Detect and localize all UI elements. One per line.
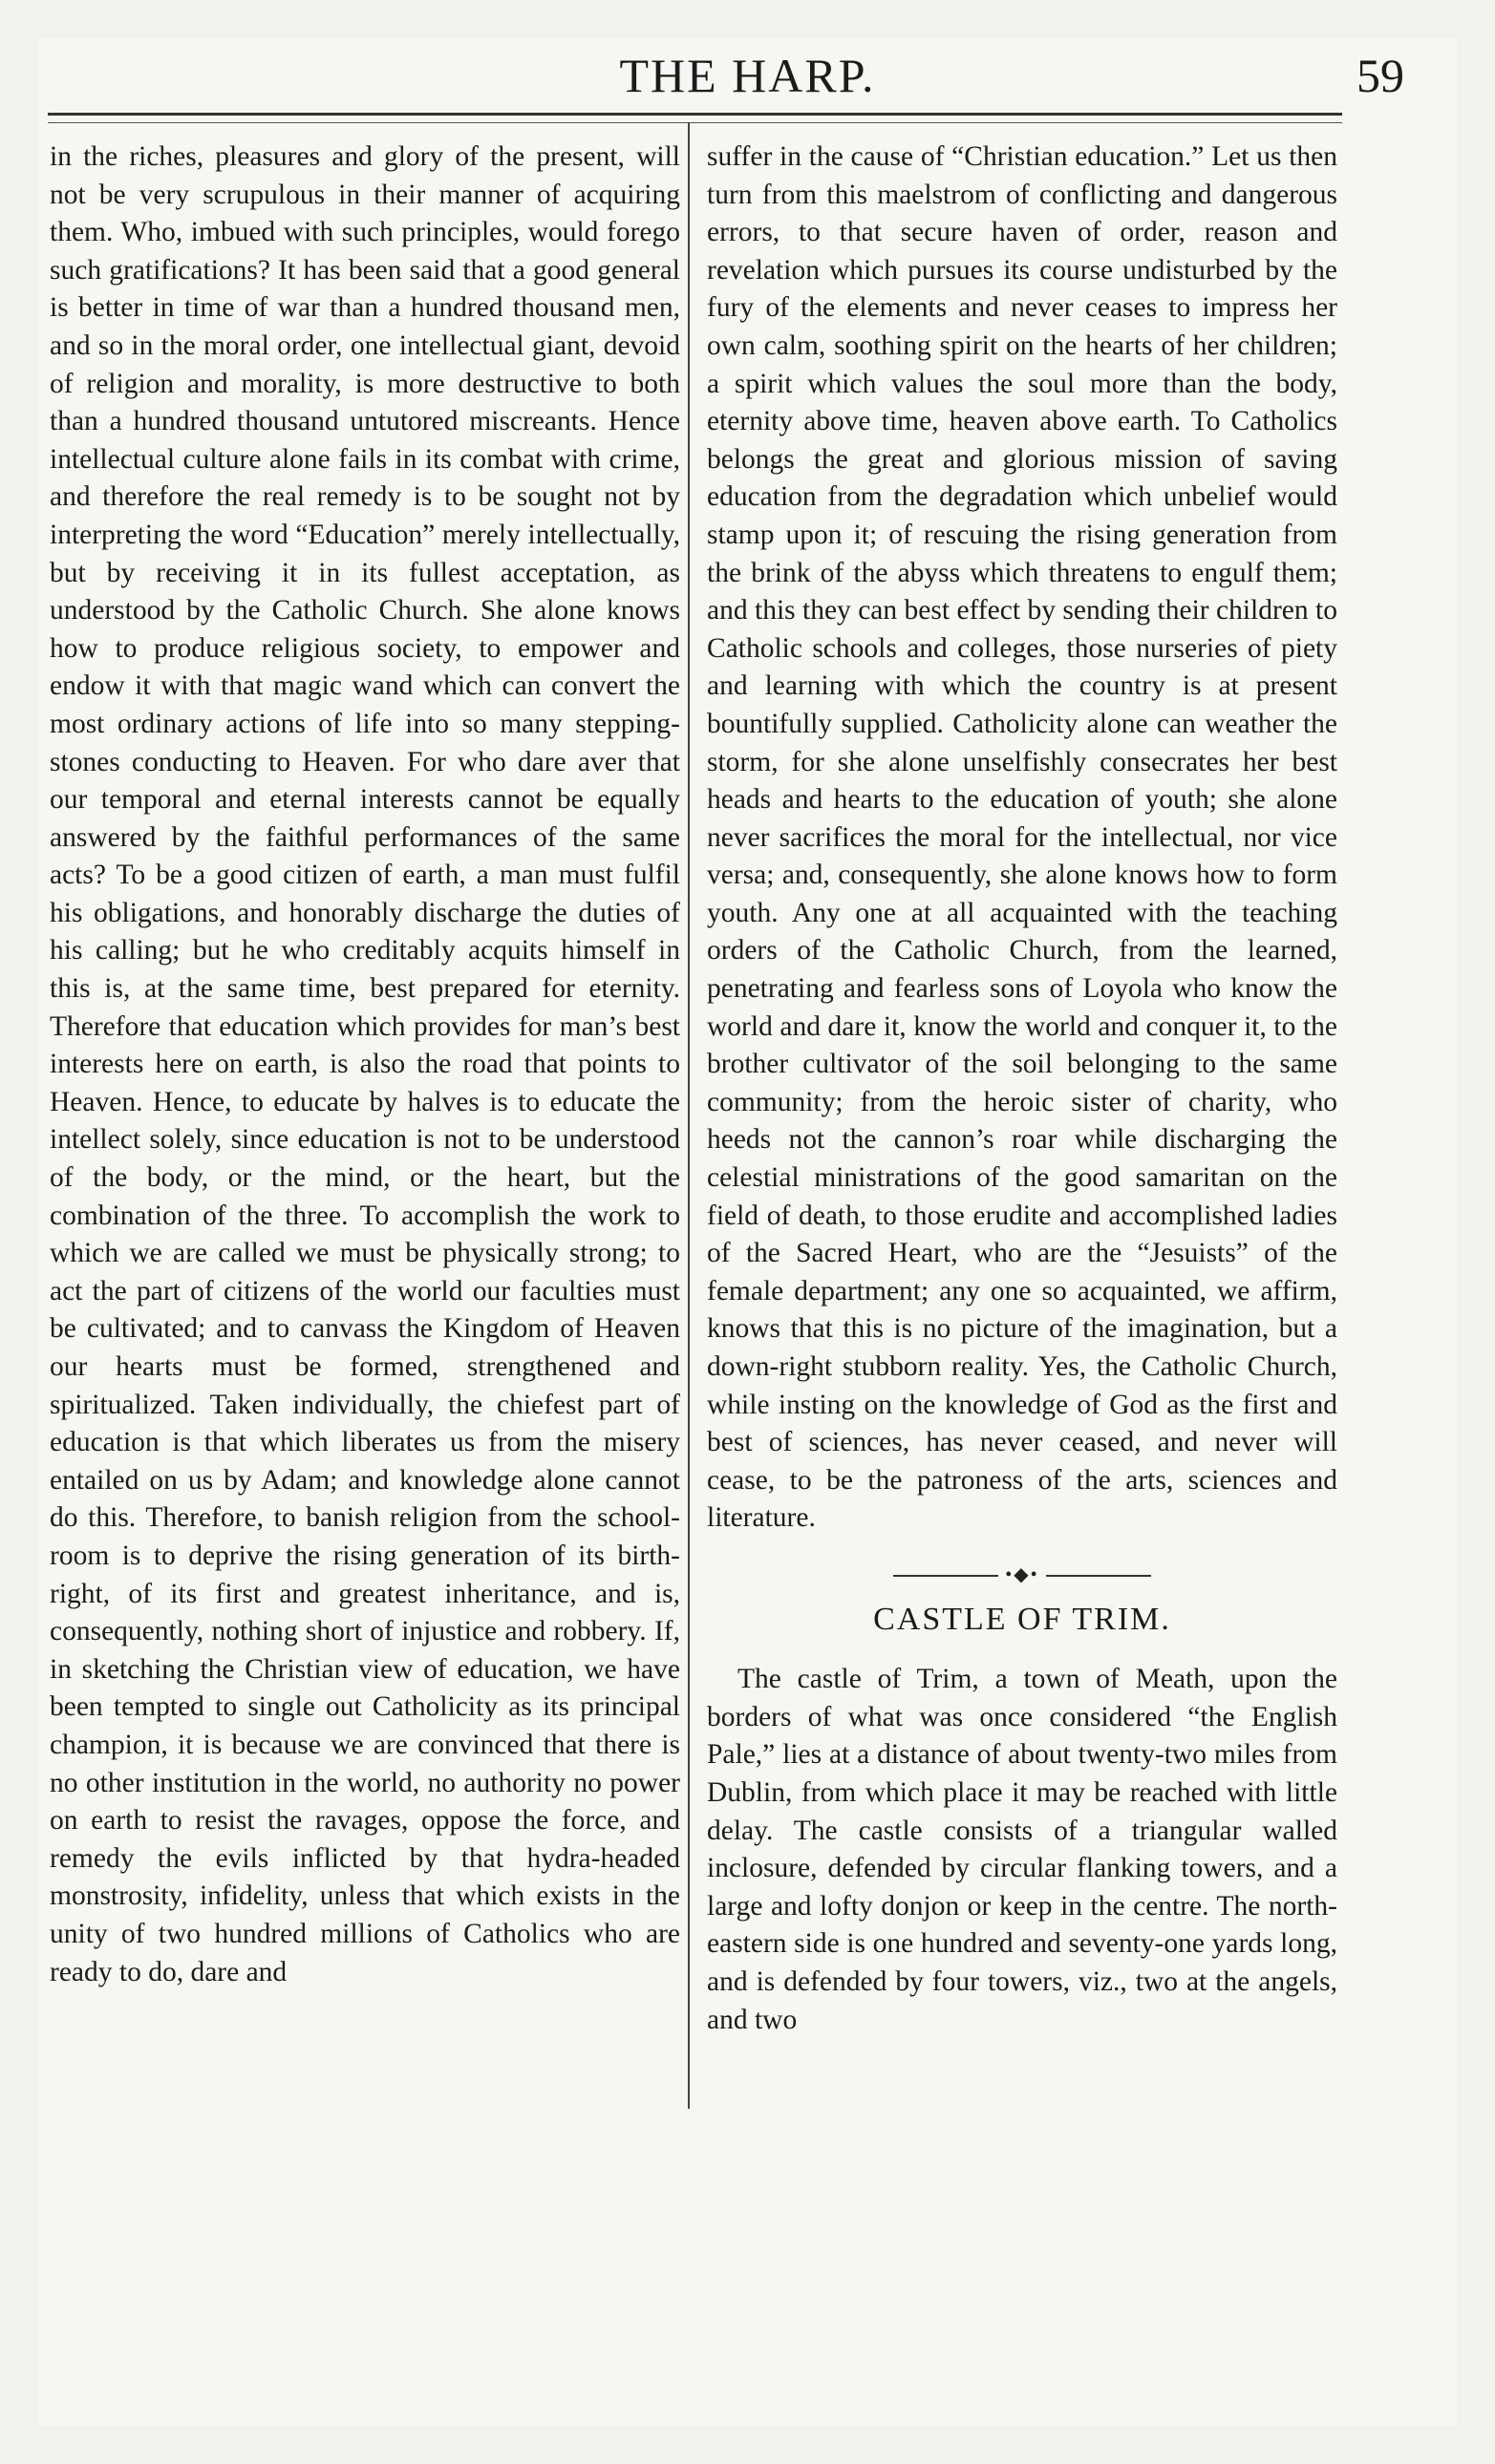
right-column-paragraph-2: The castle of Trim, a town of Meath, upon the borders of what was once considered “the English Pale,” lies at a distance of about twenty-two miles from Dublin, from which place it may be reached with little delay. The castle consists of a triangular walled inclosure, defended by circular flanking towers, and a large and lofty donjon or keep in the centre. The north-eastern side is one hundred and seventy-one yards long, and is defended by four towers, viz., two at the angels, and two <box>707 1664 1337 2035</box>
left-column <box>50 138 680 1991</box>
page-title: THE HARP. <box>619 49 876 102</box>
ornament-line-left <box>893 1575 998 1577</box>
ornament-line-right <box>1046 1575 1151 1577</box>
right-column-paragraph-1: suffer in the cause of “Christian education.” Let us then turn from this maelstrom of conflicting and dangerous errors, to that secure haven of order, reason and revelation which pursues its course undisturbed by the fury of the elements and never ceases to impress her own calm, soothing spirit on the hearts of her children; a spirit which values the soul more than the body, eternity above time, heaven above earth. To Catholics belongs the great and glorious mission of saving education from the degradation which unbelief would stamp upon it; of rescuing the rising generation from the brink of the abyss which threatens to engulf them; and this they can best effect by sending their children to Catholic schools and colleges, those nurseries of piety and learning with which the country is at present bountifully supplied. Catholicity alone can weather the storm, for she alone unselfishly consecrates her best heads and hearts to the education of youth; she alone never sacrifices the moral for the intellectual, nor vice versa; and, consequently, she alone knows how to form youth. Any one at all acquainted with the teaching orders of the Catholic Church, from the learned, penetrating and fearless sons of Loyola who know the world and dare it, know the world and conquer it, to the brother cultivator of the soil belonging to the same community; from the heroic sister of charity, who heeds not the cannon’s roar while discharging the celestial ministrations of the good samaritan on the field of death, to those erudite and accomplished ladies of the Sacred Heart, who are the “Jesuists” of the female department; any one so acquainted, we affirm, knows that this is no picture of the imagination, but a down-right stubborn reality. Yes, the Catholic Church, while insting on the knowledge of God as the first and best of sciences, has never ceased, and never will cease, to be the patroness of the arts, sciences and literature. <box>707 141 1337 1534</box>
column-divider <box>688 122 690 2109</box>
left-column-paragraph: in the riches, pleasures and glory of the present, will not be very scrupulous in their manner of acquiring them. Who, imbued with such principles, would forego such gratifications? It has been said that a good general is better in time of war than a hundred thousand men, and so in the moral order, one intellectual giant, devoid of religion and morality, is more destructive to both than a hundred thousand untutored miscreants. Hence intellectual culture alone fails in its combat with crime, and therefore the real remedy is to be sought not by interpreting the word “Education” merely intellectually, but by receiving it in its fullest acceptation, as understood by the Catholic Church. She alone knows how to produce religious society, to empower and endow it with that magic wand which can convert the most ordinary actions of life into so many stepping-stones conducting to Heaven. For who dare aver that our temporal and eternal interests cannot be equally answered by the faithful performances of the same acts? To be a good citizen of earth, a man must fulfil his obligations, and honorably discharge the duties of his calling; but he who creditably acquits himself in this is, at the same time, best prepared for eternity. Therefore that education which provides for man’s best interests here on earth, is also the road that points to Heaven. Hence, to educate by halves is to educate the intellect solely, since education is not to be understood of the body, or the mind, or the heart, but the combination of the three. To accomplish the work to which we are called we must be physically strong; to act the part of citizens of the world our faculties must be cultivated; and to canvass the Kingdom of Heaven our hearts must be formed, strengthened and spiritualized. Taken individually, the chiefest part of education is that which liberates us from the misery entailed on us by Adam; and knowledge alone cannot do this. Therefore, to banish religion from the school-room is to deprive the rising generation of its birth-right, of its first and greatest inheritance, and is, consequently, nothing short of injustice and robbery. If, in sketching the Christian view of education, we have been tempted to single out Catholicity as its principal champion, it is because we are convinced that there is no other institution in the world, no authority no power on earth to resist the ravages, oppose the force, and remedy the evils inflicted by that hydra-headed monstrosity, infidelity, unless that which exists in the unity of two hundred millions of Catholics who are ready to do, dare and <box>50 141 680 1987</box>
ornament-glyph: •◆• <box>1005 1563 1039 1585</box>
section-heading: CASTLE OF TRIM. <box>873 1601 1171 1637</box>
right-column <box>707 138 1337 2039</box>
page <box>38 38 1457 2426</box>
header-rule <box>48 113 1342 116</box>
header-rule-thin <box>48 122 1342 123</box>
page-number: 59 <box>1356 49 1404 102</box>
section-ornament <box>707 1557 1337 1595</box>
